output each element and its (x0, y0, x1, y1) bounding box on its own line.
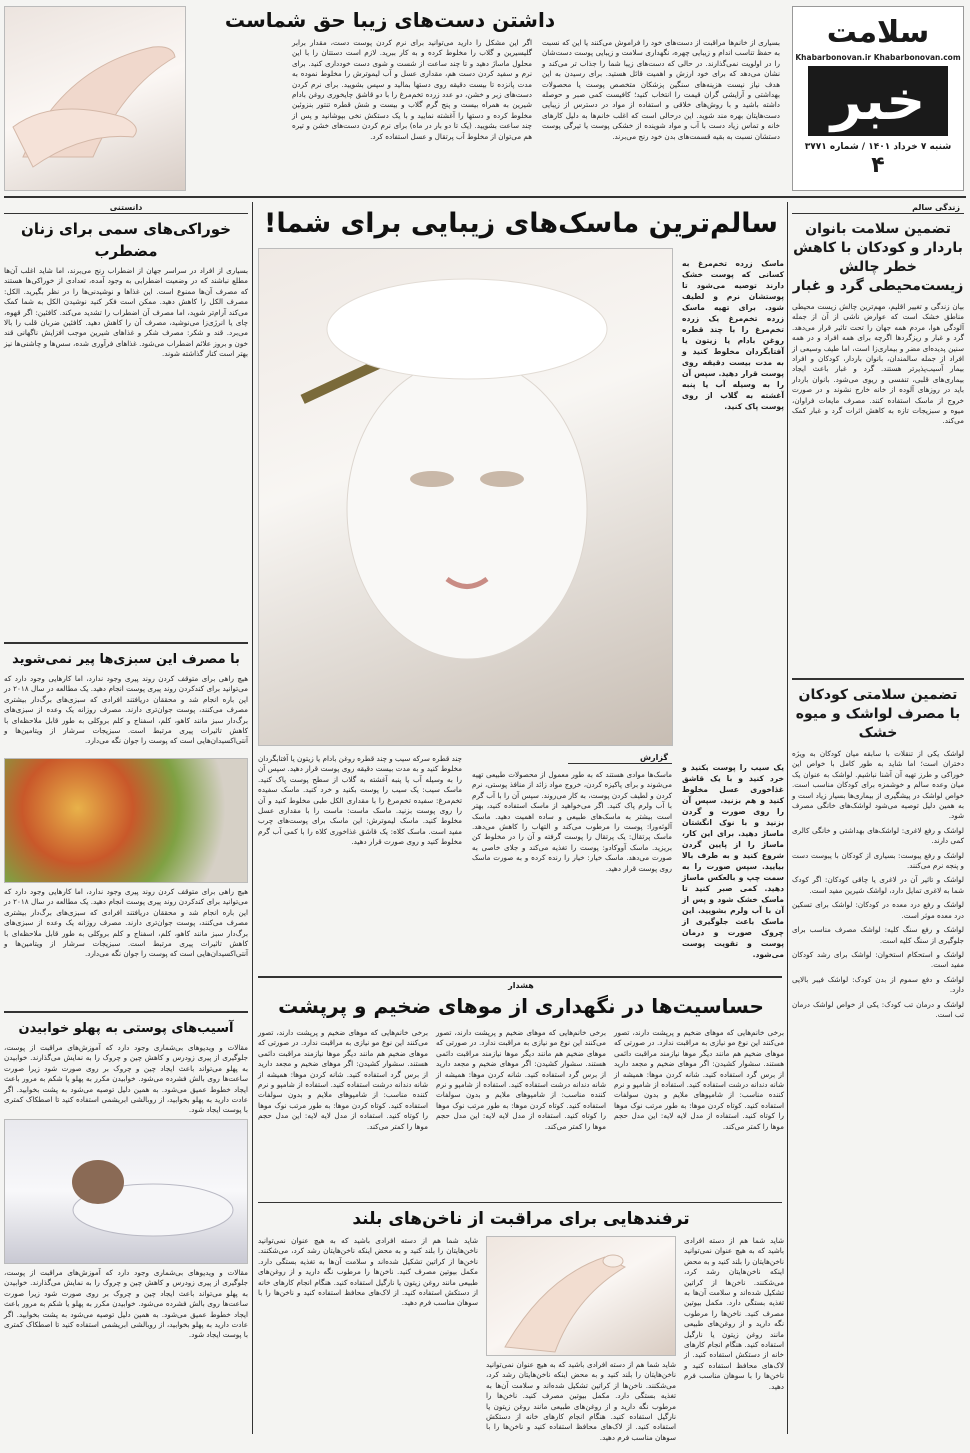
hair-article-body-2: برخی خانم‌هایی که موهای ضخیم و پرپشت دارند، تصور می‌کنند این نوع مو نیازی به مراقبت ندارد. در صورتی که موهای ضخیم هم مانند دیگر موها نیازمند مراقبت دائمی هستند. سشوار کشیدن: اگر موهای ضخیم و مجعد دارید از برس گرد استفاده کنید. شانه کردن موها: همیشه از شانه دندانه درشت استفاده کنید. استفاده از شامپو و نرم کننده مناسب: از شامپوهای ملایم و بدون سولفات استفاده کنید. کوتاه کردن موها: به طور مرتب نوک موها را کوتاه کنید. استفاده از مدل لایه لایه: این مدل حجم موها را کمتر می‌کند. (436, 1028, 606, 1131)
bullet-item: لواشک و رفع لاغری: لواشک‌های بهداشتی و خانگی کالری کمی دارند. (792, 825, 964, 846)
hair-article-title: حساسیت‌ها در نگهداری از موهای ضخیم و پرپشت (278, 994, 764, 1018)
logo-text: خبر (830, 69, 926, 132)
nail-article-body-2: شاید شما هم از دسته افرادی باشید که به هیچ عنوان نمی‌توانید ناخن‌هایتان را بلند کنید و به محض اینکه ناخن‌هایتان رشد کرد، می‌شکنند. ناخن‌ها از کراتین تشکیل شده‌اند و سلامت آن‌ها به تغذیه بستگی دارد. مکمل بیوتین مصرف کنید. ناخن‌ها را مرطوب نگه دارید و از روغن‌های طبیعی مانند روغن زیتون یا نارگیل استفاده کنید. هنگام انجام کارهای خانه از دستکش استفاده کنید. از لاک‌های محافظ استفاده کنید و ناخن‌ها را با سوهان مناسب فرم دهید. (486, 1360, 676, 1442)
hands-illustration (3, 7, 185, 192)
nail-article (258, 1206, 784, 1442)
divider-low (258, 1202, 782, 1203)
left-title-1: خوراکی‌های سمی برای زنان مضطرب (21, 220, 231, 260)
right-body-2: لواشک یکی از تنقلات با سابقه میان کودکان به ویژه دختران است؛ اما شاید به طور کامل با خواص این خوراکی و طرز تهیه آن آشنا نباشیم. لواشک به عنوان یک میان وعده سالم و خوشمزه برای کودکان مناسب است. خواص لواشک در پیشگیری از بیماری‌ها بسیار زیاد است و به همین دلیل توصیه می‌شود لواشک‌های خانگی مصرف شود. (792, 749, 964, 821)
section-title: سلامت (826, 15, 930, 50)
sleeping-photo (4, 1119, 248, 1264)
issue-line: شنبه ۷ خرداد ۱۴۰۱ / شماره ۳۷۷۱ (804, 142, 952, 152)
top-article (200, 6, 780, 191)
logo (808, 66, 948, 136)
left-column (4, 202, 248, 1434)
vegetables-photo (4, 758, 248, 883)
hair-article-body-3: برخی خانم‌هایی که موهای ضخیم و پرپشت دارند، تصور می‌کنند این نوع مو نیازی به مراقبت ندارد. در صورتی که موهای ضخیم هم مانند دیگر موها نیازمند مراقبت دائمی هستند. سشوار کشیدن: اگر موهای ضخیم و مجعد دارید از برس گرد استفاده کنید. شانه کردن موها: همیشه از شانه دندانه درشت استفاده کنید. استفاده از شامپو و نرم کننده مناسب: از شامپوهای ملایم و بدون سولفات استفاده کنید. کوتاه کردن موها: به طور مرتب نوک موها را کوتاه کنید. استفاده از مدل لایه لایه: این مدل حجم موها را کمتر می‌کند. (258, 1028, 428, 1131)
right-column-tag: زندگی سالم (792, 202, 964, 214)
right-body-1: بیان زندگی و تغییر اقلیم، مهم‌ترین چالش زیست محیطی مناطق خشک است که عوارض ناشی از آن از جمله آلودگی هوا، مردم همه جهان را تحت تاثیر قرار می‌دهد. گرد و غبار و ریزگردها اگرچه برای همه افراد و در همه سنین پدیده‌ای مضر و بیماری‌زا است، اما طیف وسیعی از افراد از جمله سالمندان، بانوان باردار، کودکان و افراد بیمار آسیب‌پذیرتر هستند. گرد و غبار باعث ایجاد بیماری‌های قلبی، تنفسی و ریوی می‌شود. بانوان باردار باید در روزهای آلوده از خانه خارج نشوند و در صورت خروج از ماسک استفاده کنند. مصرف مایعات فراوان، میوه و سبزیجات تازه به کاهش اثرات گرد و غبار کمک می‌کند. (792, 302, 964, 426)
face-mask-illustration (257, 249, 672, 747)
left-column-tag: دانستنی (4, 202, 248, 214)
divider-right (787, 202, 788, 1434)
bullet-item: لواشک و استحکام استخوان: لواشک برای رشد کودکان مفید است. (792, 949, 964, 970)
nails-photo (486, 1236, 676, 1356)
main-article-title: سالم‌ترین ماسک‌های زیبایی برای شما! (264, 208, 778, 239)
top-article-col2: اگر این مشکل را دارید می‌توانید برای نرم کردن پوست دست، مقدار برابر گلیسیرین و گلاب را مخلوط کرده و به کار ببرید. لازم است دستتان را با این محلول ماساژ دهید و تا چند ساعت از شست و شوی دست خودداری کنید. برای نرم و سفید کردن دست هم، مقداری عسل و آب لیموترش را مخلوط نموده به مدت پانزده تا بیست دقیقه روی دستها بمالید و سپس بشویید. برای نرم کردن دست‌های زبر و خشن، دو عدد زرده تخم‌مرغ را با دو قاشق چایخوری روغن بادام شیرین به همراه بیست و پنج گرم گلاب و بیست و شش قطره تنتور بنزوئین مخلوط کرده و دستها را آغشته نمایید و با یک دستکش نخی بپوشانید و پس از چند ساعت بشویید. (یک تا دو بار در ماه) برای نرم کردن دست‌های خشن و تیره هم می‌توان از مخلوط آب پرتقال و عسل استفاده کرد. (292, 38, 532, 141)
divider-mid (258, 976, 782, 978)
main-caption-2: یک سیب را پوست بکنید و خرد کنید و با یک قاشق غذاخوری عسل مخلوط کنید و هم بزنید. سپس آن را روی صورت و گردن بزنید و با نوک انگشتان ماساژ دهید. برای این کار، ماساژ را از پایین گردن شروع کنید و به طرف بالا بیایید. سپس صورت را به سمت چپ و بالعکس ماساژ دهید. کمی صبر کنید تا ماسک خشک شود و پس از آن با آب ولرم بشویید. این ماسک باعث جلوگیری از چروک صورت و درمان پوست و تقویت پوست می‌شود. (682, 763, 784, 959)
bullet-item: لواشک و درمان تب کودک: یکی از خواص لواشک درمان تب است. (792, 999, 964, 1019)
right-title-2: تضمین سلامتی کودکان با مصرف لواشک و میوه خشک (795, 687, 961, 741)
bullet-item: لواشک و رفع درد معده در کودکان: لواشک برای تسکین درد معده موثر است. (792, 900, 964, 920)
left-title-2: با مصرف این سبزی‌ها پیر نمی‌شوید (12, 652, 240, 667)
bullet-item: لواشک و رفع سنگ کلیه: لواشک مصرف مناسب برای جلوگیری از سنگ کلیه است. (792, 925, 964, 945)
right-divider (792, 678, 964, 680)
hair-article (258, 980, 784, 1200)
nail-article-body-1: شاید شما هم از دسته افرادی باشید که به هیچ عنوان نمی‌توانید ناخن‌هایتان را بلند کنید و به محض اینکه ناخن‌هایتان رشد کرد، می‌شکنند. ناخن‌ها از کراتین تشکیل شده‌اند و سلامت آن‌ها به تغذیه بستگی دارد. مکمل بیوتین مصرف کنید. ناخن‌ها را مرطوب نگه دارید و از روغن‌های طبیعی مانند روغن زیتون یا نارگیل استفاده کنید. هنگام انجام کارهای خانه از دستکش استفاده کنید. از لاک‌های محافظ استفاده کنید و ناخن‌ها را با سوهان مناسب فرم دهید. (684, 1236, 784, 1391)
page-number: ۴ (871, 153, 885, 178)
left-body-2a: هیچ راهی برای متوقف کردن روند پیری وجود ندارد، اما کارهایی وجود دارد که می‌توانید برای کندکردن روند پیری پوست انجام دهید. یک مطالعه در سال ۲۰۱۸ در این باره انجام شد و محققان دریافتند افرادی که سبزی‌های برگ‌دار بیشتری مصرف می‌کنند، پوست جوان‌تری دارند. مصرف روزانه یک وعده از سبزی‌های برگ‌دار سبز مانند کاهو، کلم، اسفناج و کلم بروکلی به طور قابل ملاحظه‌ای با کاهش تاثیرات پیری مرتبط است. سبزیجات سرشار از ویتامین‌ها و آنتی‌اکسیدان‌هایی است که پوست را جوان نگه می‌دارد. (4, 674, 248, 746)
hair-article-body-1: برخی خانم‌هایی که موهای ضخیم و پرپشت دارند، تصور می‌کنند این نوع مو نیازی به مراقبت ندارد. در صورتی که موهای ضخیم هم مانند دیگر موها نیازمند مراقبت دائمی هستند. سشوار کشیدن: اگر موهای ضخیم و مجعد دارید از برس گرد استفاده کنید. شانه کردن موها: همیشه از شانه دندانه درشت استفاده کنید. استفاده از شامپو و نرم کننده مناسب: از شامپوهای ملایم و بدون سولفات استفاده کنید. کوتاه کردن موها: به طور مرتب نوک موها را کوتاه کنید. استفاده از مدل لایه لایه: این مدل حجم موها را کمتر می‌کند. (614, 1028, 784, 1131)
masthead (792, 6, 964, 191)
divider-left (252, 202, 253, 1434)
left-body-3: مقالات و ویدیوهای بی‌شماری وجود دارد که آموزش‌های مراقبت از پوست، جلوگیری از پیری زودرس و کاهش چین و چروک را به نمایش می‌گذارند. خوابیدن به پهلو می‌تواند باعث ایجاد چین و چروک بر روی صورت شود زیرا صورت ساعت‌ها روی بالش فشرده می‌شود. خوابیدن مکرر به پهلو یا شکم به مرور باعث ایجاد خطوط عمیق می‌شود. به همین دلیل توصیه می‌شود به پشت بخوابید. اگر عادت دارید به پهلو بخوابید، از روبالشی ابریشمی استفاده کنید تا اصطکاک کمتری با پوست ایجاد شود. (4, 1043, 248, 1115)
main-article (258, 202, 784, 972)
bullet-item: لواشک و دفع سموم از بدن کودک: لواشک فیبر بالایی دارد. (792, 974, 964, 995)
top-article-col1: بسیاری از خانم‌ها مراقبت از دست‌های خود را فراموش می‌کنند یا این که نسبت به حفظ تناسب اندام و زیبایی چهره، نگهداری سلامت و زیبایی پوست دست‌شان را در اولویت نمی‌گذارند. در حالی که دست‌های زیبا شما را جذاب تر می‌کند و نشان می‌دهد که برای خود ارزش و اهمیت قائل هستید. برای رسیدن به این هدف نیاز نیست هزینه‌های سنگین پزشکان متخصص پوست یا محصولات بهداشتی و آرایشی گران قیمت را انتخاب کنید؛ کافیست کمی صبر و حوصله داشته باشید و با روش‌های خلاقی و استفاده از مواد در دسترس از زیبایی دست‌هایتان بهره مند شوید. این درحالی است که اغلب خانم‌ها به دلیل کارهای خانه و تماس زیاد دست با آب و مواد شوینده از خشکی پوست یا تیرگی پوست دستشان نسبت به بقیه قسمت‌های بدن خود رنج می‌برند. (542, 38, 780, 141)
left-divider-1 (4, 642, 248, 644)
sleeping-illustration (3, 1120, 247, 1265)
nail-article-body-3: شاید شما هم از دسته افرادی باشید که به هیچ عنوان نمی‌توانید ناخن‌هایتان را بلند کنید و به محض اینکه ناخن‌هایتان رشد کرد، می‌شکنند. ناخن‌ها از کراتین تشکیل شده‌اند و سلامت آن‌ها به تغذیه بستگی دارد. مکمل بیوتین مصرف کنید. ناخن‌ها را مرطوب نگه دارید و از روغن‌های طبیعی مانند روغن زیتون یا نارگیل استفاده کنید. هنگام انجام کارهای خانه از دستکش استفاده کنید. از لاک‌های محافظ استفاده کنید و ناخن‌ها را با سوهان مناسب فرم دهید. (258, 1236, 478, 1308)
left-body-2b: هیچ راهی برای متوقف کردن روند پیری وجود ندارد، اما کارهایی وجود دارد که می‌توانید برای کندکردن روند پیری پوست انجام دهید. یک مطالعه در سال ۲۰۱۸ در این باره انجام شد و محققان دریافتند افرادی که سبزی‌های برگ‌دار بیشتری مصرف می‌کنند، پوست جوان‌تری دارند. مصرف روزانه یک وعده از سبزی‌های برگ‌دار سبز مانند کاهو، کلم، اسفناج و کلم بروکلی به طور قابل ملاحظه‌ای با کاهش تاثیرات پیری مرتبط است. سبزیجات سرشار از ویتامین‌ها و آنتی‌اکسیدان‌هایی است که پوست را جوان نگه می‌دارد. (4, 887, 248, 959)
right-bullets (792, 826, 964, 1021)
facial-mask-photo (258, 248, 673, 746)
left-body-3b: مقالات و ویدیوهای بی‌شماری وجود دارد که آموزش‌های مراقبت از پوست، جلوگیری از پیری زودرس و کاهش چین و چروک را به نمایش می‌گذارند. خوابیدن به پهلو می‌تواند باعث ایجاد چین و چروک بر روی صورت شود زیرا صورت ساعت‌ها روی بالش فشرده می‌شود. خوابیدن مکرر به پهلو یا شکم به مرور باعث ایجاد خطوط عمیق می‌شود. به همین دلیل توصیه می‌شود به پشت بخوابید. اگر عادت دارید به پهلو بخوابید، از روبالشی ابریشمی استفاده کنید تا اصطکاک کمتری با پوست ایجاد شود. (4, 1268, 248, 1340)
divider-top (4, 196, 966, 198)
main-col-left: چند قطره سرکه سیب و چند قطره روغن بادام یا زیتون یا آفتابگردان مخلوط کنید و به مدت بیست دقیقه روی پوست قرار دهید. سپس آن را به وسیله آب یا پنبه آغشته به گلاب از سطح پوست پاک کنید. ماسک سیب: یک سیب را پوست بکنید و خرد کنید. ماسک سفیده تخم‌مرغ: سفیده تخم‌مرغ را با مقداری الکل طبی مخلوط کنید و آن را روی پوست بزنید. ماسک ماست: ماست را با مقداری عسل مخلوط کنید. ماسک لیموترش: این ماسک برای پوست‌های چرب مفید است. ماسک کلاه: یک قاشق غذاخوری کلاه را با کمی آب گرم مخلوط کنید و روی صورت قرار دهید. (258, 754, 462, 847)
nail-article-title: ترفندهایی برای مراقبت از ناخن‌های بلند (352, 1209, 690, 1229)
left-divider-2 (4, 1011, 248, 1013)
left-title-3: آسیب‌های پوستی به پهلو خوابیدن (18, 1021, 234, 1036)
nails-illustration (485, 1237, 675, 1357)
main-caption-1: ماسک زرده تخم‌مرغ به کسانی که پوست خشک دارند توصیه می‌شود تا پوستشان نرم و لطیف شود. برای تهیه ماسک زرده تخم‌مرغ یک زرده تخم‌مرغ را با چند قطره روغن بادام یا زیتون یا آفتابگردان مخلوط کنید و به مدت بیست دقیقه روی پوست قرار دهید. سپس آن را به وسیله آب یا پنبه آغشته به گلاب از روی پوست پاک کنید. (682, 259, 784, 411)
hair-article-tag: هشدار (508, 981, 534, 990)
left-body-1: بسیاری از افراد در سراسر جهان از اضطراب رنج می‌برند، اما شاید اغلب آن‌ها مطلع نباشند که در وضعیت اضطرابی به وجود آمده، تعدادی از خوراکی‌ها هستند که مصرف آن‌ها ممنوع است. این غذاها و نوشیدنی‌ها را در نظر بگیرید. الکل: مصرف الکل را کاهش دهید. ممکن است فکر کنید نوشیدن الکل به شما کمک می‌کند آرام‌تر شوید، اما مصرف آن اضطراب را تشدید می‌کند. کافئین: اگر قهوه، چای یا انرژی‌زا می‌نوشید، مصرف آن را کاهش دهید. کافئین ضربان قلب را بالا می‌برد. قند و شکر: مصرف شکر و غذاهای شیرین موجب افزایش ناگهانی قند خون و بروز علائم اضطراب می‌شود. غذاهای فرآوری شده، سس‌ها و چاشنی‌ها نیز بهتر است کنار گذاشته شوند. (4, 266, 248, 359)
main-article-tag: گزارش (568, 752, 672, 764)
main-col-right: ماسک‌ها موادی هستند که به طور معمول از محصولات طبیعی تهیه می‌شوند و برای پاکیزه کردن، خروج مواد زائد از منافذ پوستی، نرم کردن و لطیف کردن پوست، به کار می‌روند. سپس آن را با آب گرم با آب ولرم پاک کنید. اگر می‌خواهید از ماسک استفاده کنید، بهتر است بیشتر به ماسک‌های طبیعی و ساده اهمیت دهید. ماسک آلوئه‌ورا: پوست را مرطوب می‌کند و التهاب را کاهش می‌دهد. ماسک پرتقال: یک پرتقال را پوست گرفته و آن را در مخلوط کن بریزید. ماسک آووکادو: پوست را تغذیه می‌کند و جلای خاصی به صورت می‌دهد. ماسک خیار: خیار را رنده کرده و به صورت ماسک روی پوست قرار دهید. (472, 770, 672, 873)
site-urls: Khabarbonovan.ir Khabarbonovan.com (795, 53, 961, 62)
hands-photo (4, 6, 186, 191)
top-article-title: داشتن دست‌های زیبا حق شماست (224, 8, 556, 32)
bullet-item: لواشک و رفع یبوست: بسیاری از کودکان با یبوست دست و پنجه نرم می‌کنند. (792, 850, 964, 871)
right-column (792, 202, 964, 1434)
right-title-1: تضمین سلامت بانوان باردار و کودکان با کاهش خطر چالش زیست‌محیطی گرد و غبار (792, 221, 964, 294)
bullet-item: لواشک و تاثیر آن در لاغری یا چاقی کودکان: اگر کودک شما به لاغری تمایل دارد، لواشک شیرین مفید است. (792, 875, 964, 895)
